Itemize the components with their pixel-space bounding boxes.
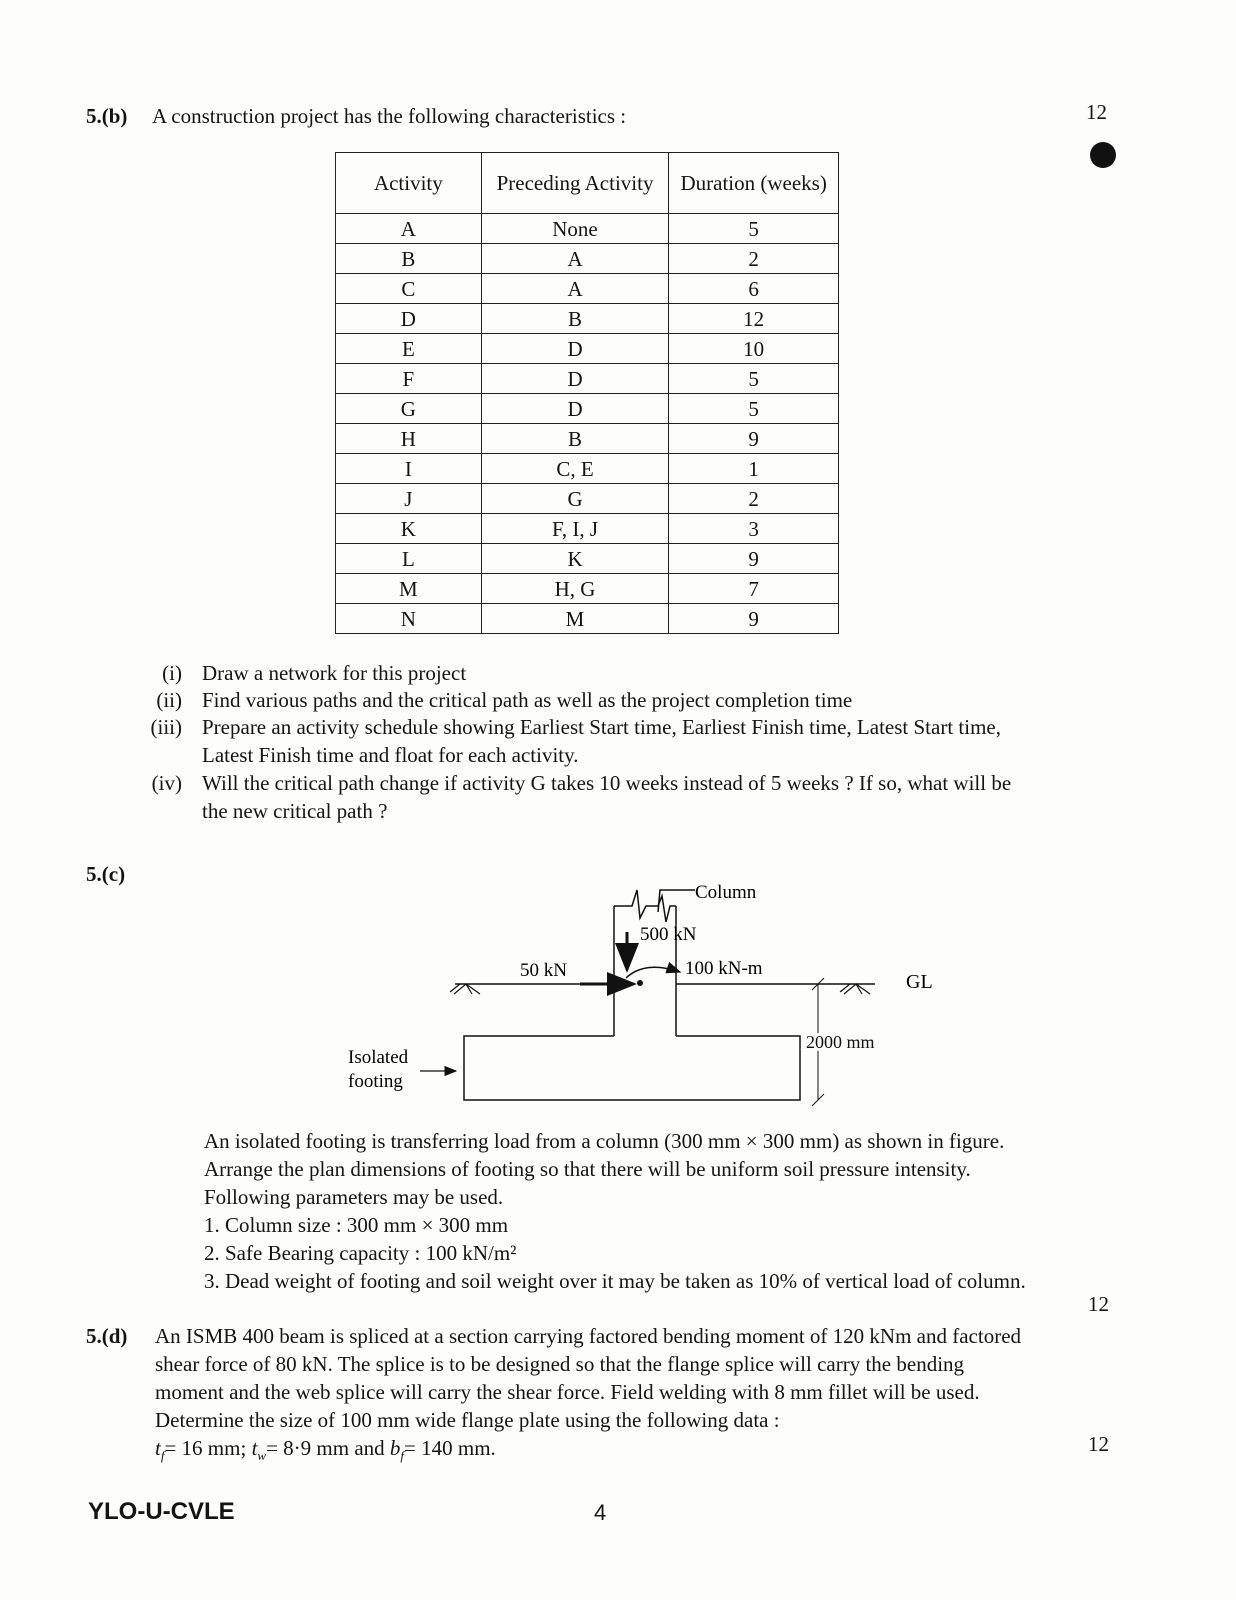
- preceding-cell: C, E: [481, 454, 669, 484]
- activity-cell: N: [336, 604, 482, 634]
- duration-cell: 9: [669, 424, 839, 454]
- table-row: [336, 394, 839, 424]
- ground-hatch-right: [840, 984, 870, 994]
- ground-hatch-left: [450, 984, 480, 994]
- q5c-para-line-1: An isolated footing is transferring load from a column (300 mm × 300 mm) as shown in figure.: [204, 1129, 1005, 1153]
- table-row: [336, 304, 839, 334]
- footing-label-2: footing: [348, 1071, 403, 1092]
- q5b-text: A construction project has the following characteristics :: [152, 104, 627, 128]
- bf-value: = 140 mm.: [404, 1436, 496, 1460]
- footing-label-1: Isolated: [348, 1047, 409, 1068]
- activity-cell: H: [336, 424, 482, 454]
- q5c-para-line-3: Following parameters may be used.: [204, 1185, 504, 1209]
- moment-label: 100 kN-m: [685, 958, 763, 979]
- table-row: [336, 484, 839, 514]
- duration-cell: 9: [669, 604, 839, 634]
- q5d-text: [155, 1322, 1110, 1470]
- duration-cell: 5: [669, 214, 839, 244]
- activity-table: [335, 152, 839, 634]
- q5b-parts: (i) Draw a network for this project (ii) Find various paths and the critical path as well as the project completion time (iii) Prepare an activity schedule showing Earliest Start time, Earliest Finish time, Latest Start time, Latest Finish time and float for each activity. (iv) Will the critical path change if activity G takes 10 weeks instead of 5 weeks ? If so, what will be the new critical path ?: [150, 661, 1012, 823]
- activity-cell: K: [336, 514, 482, 544]
- paper-code: YLO-U-CVLE: [88, 1498, 235, 1525]
- break-line: [614, 890, 676, 922]
- tf-value: = 16 mm;: [164, 1436, 247, 1460]
- preceding-cell: H, G: [481, 574, 669, 604]
- table-row: [336, 574, 839, 604]
- depth-label: 2000 mm: [806, 1032, 875, 1052]
- activity-cell: L: [336, 544, 482, 574]
- preceding-cell: D: [481, 334, 669, 364]
- q5c-item-1: 1. Column size : 300 mm × 300 mm: [204, 1213, 509, 1237]
- preceding-cell: B: [481, 424, 669, 454]
- page-number: 4: [594, 1500, 607, 1525]
- preceding-cell: D: [481, 364, 669, 394]
- preceding-cell: A: [481, 274, 669, 304]
- preceding-cell: A: [481, 244, 669, 274]
- table-row: [336, 214, 839, 244]
- table-row: [336, 424, 839, 454]
- preceding-cell: B: [481, 304, 669, 334]
- table-row: [336, 604, 839, 634]
- preceding-cell: K: [481, 544, 669, 574]
- q5c-label: 5.(c): [86, 862, 126, 886]
- tw-value: = 8·9 mm and: [266, 1436, 385, 1460]
- footing-outline: [464, 1036, 800, 1100]
- duration-cell: 10: [669, 334, 839, 364]
- table-row: [336, 364, 839, 394]
- duration-cell: 2: [669, 484, 839, 514]
- table-row: [336, 514, 839, 544]
- activity-cell: A: [336, 214, 482, 244]
- table-header: Activity: [336, 153, 482, 214]
- duration-cell: 6: [669, 274, 839, 304]
- activity-cell: G: [336, 394, 482, 424]
- preceding-cell: M: [481, 604, 669, 634]
- moment-arrow: [626, 967, 680, 978]
- q5c-item-3: 3. Dead weight of footing and soil weight over it may be taken as 10% of vertical load of column.: [204, 1269, 1026, 1293]
- preceding-cell: G: [481, 484, 669, 514]
- footing-figure: [340, 860, 933, 1130]
- q5c-paragraph: [204, 1127, 1109, 1295]
- table-row: [336, 544, 839, 574]
- q5d-line-3: moment and the web splice will carry the shear force. Field welding with 8 mm fillet will be used.: [155, 1380, 980, 1404]
- q5d-data-line: $t_f= 16$ mm; $t_w= 8\cdot 9$ mm and $b_f= 140$ mm.: [155, 1436, 496, 1464]
- activity-cell: J: [336, 484, 482, 514]
- activity-cell: C: [336, 274, 482, 304]
- punch-hole-mark: [1090, 142, 1116, 168]
- preceding-cell: None: [481, 214, 669, 244]
- activity-cell: M: [336, 574, 482, 604]
- q5c-marks: 12: [1088, 1292, 1109, 1316]
- q5b-label: 5.(b): [86, 104, 128, 128]
- preceding-cell: D: [481, 394, 669, 424]
- axial-load-label: 500 kN: [640, 924, 697, 945]
- activity-cell: D: [336, 304, 482, 334]
- duration-cell: 5: [669, 394, 839, 424]
- table-row: [336, 334, 839, 364]
- table-header-row: [336, 153, 839, 214]
- table-header: Duration (weeks): [669, 153, 839, 214]
- duration-cell: 12: [669, 304, 839, 334]
- column-label: Column: [695, 882, 757, 903]
- horizontal-load-label: 50 kN: [520, 960, 567, 981]
- q5d-line-1: An ISMB 400 beam is spliced at a section carrying factored bending moment of 120 kNm and factored: [155, 1324, 1022, 1348]
- load-point: [637, 980, 643, 986]
- table-header: Preceding Activity: [481, 153, 669, 214]
- q5b-marks: 12: [1086, 100, 1107, 124]
- duration-cell: 2: [669, 244, 839, 274]
- q5c-item-2: 2. Safe Bearing capacity : 100 kN/m²: [204, 1241, 517, 1265]
- gl-label: GL: [906, 971, 933, 993]
- q5d-line-4: Determine the size of 100 mm wide flange plate using the following data :: [155, 1408, 780, 1432]
- duration-cell: 9: [669, 544, 839, 574]
- table-row: [336, 454, 839, 484]
- activity-cell: B: [336, 244, 482, 274]
- activity-cell: I: [336, 454, 482, 484]
- q5d-label: 5.(d): [86, 1324, 128, 1348]
- duration-cell: 5: [669, 364, 839, 394]
- duration-cell: 1: [669, 454, 839, 484]
- duration-cell: 7: [669, 574, 839, 604]
- q5d-line-2: shear force of 80 kN. The splice is to be designed so that the flange splice will carry the bending: [155, 1352, 965, 1376]
- activity-cell: E: [336, 334, 482, 364]
- q5d-marks: 12: [1088, 1432, 1109, 1456]
- table-row: [336, 274, 839, 304]
- q5c-para-line-2: Arrange the plan dimensions of footing so that there will be uniform soil pressure intensity.: [204, 1157, 971, 1181]
- duration-cell: 3: [669, 514, 839, 544]
- activity-cell: F: [336, 364, 482, 394]
- table-row: [336, 244, 839, 274]
- preceding-cell: F, I, J: [481, 514, 669, 544]
